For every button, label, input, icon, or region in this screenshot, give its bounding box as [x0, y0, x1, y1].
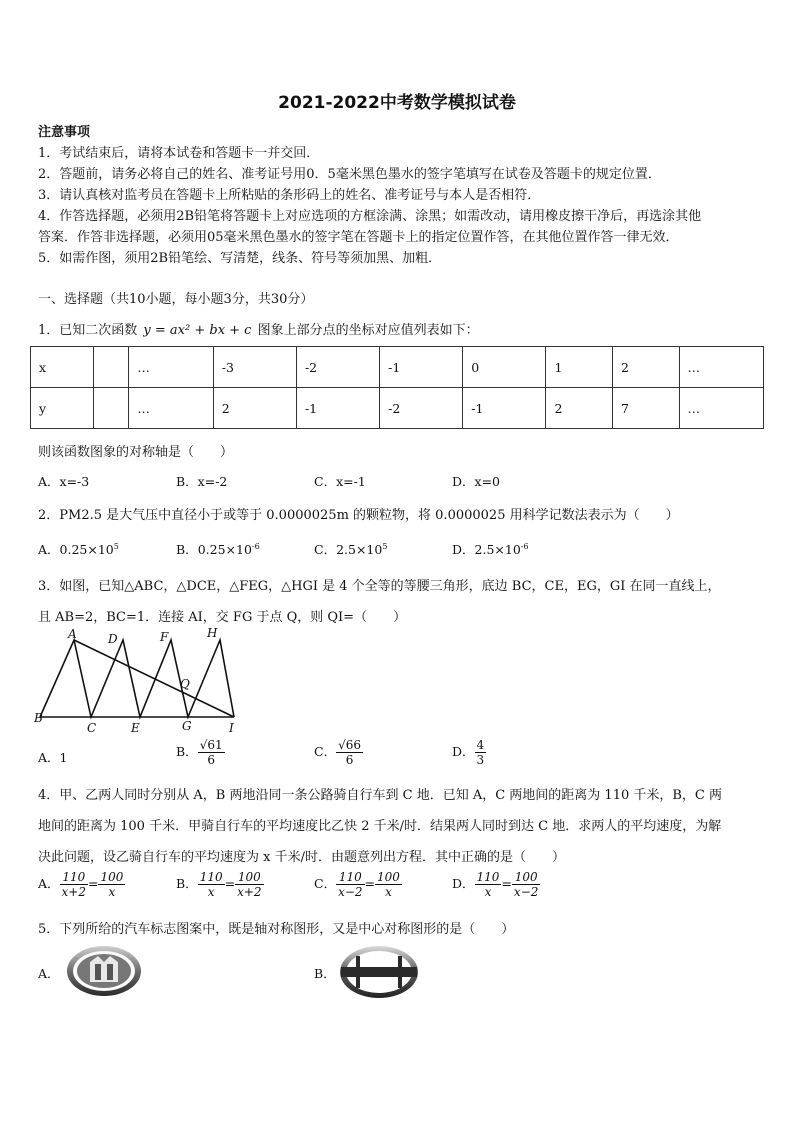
notice-item: 1．考试结束后，请将本试卷和答题卡一并交回． [38, 146, 320, 161]
label-g: G [182, 719, 192, 733]
table-cell: -1 [296, 388, 379, 429]
notice-item: 5．如需作图，须用2B铅笔绘、写清楚，线条、符号等须加黑、加粗． [38, 251, 442, 266]
option-d[interactable]: D．$2.5\times 10^{-6}$ [452, 541, 529, 557]
notice-item: 答案．作答非选择题，必须用05毫米黑色墨水的签字笔在答题卡上的指定位置作答，在其他位置作答一律无效． [38, 230, 679, 245]
question-4-line: 决此问题，设乙骑自行车的平均速度为 x 千米/时．由题意列出方程．其中正确的是（ ） [38, 850, 565, 865]
question-4-line: 4．甲、乙两人同时分别从 A，B 两地沿同一条公路骑自行车到 C 地．已知 A，C 两地间的距离为 110 千米，B，C 两 [38, 788, 722, 803]
table-cell: … [679, 347, 763, 388]
table-cell: -2 [296, 347, 379, 388]
question-4-line: 地间的距离为 100 千米．甲骑自行车的平均速度比乙快 2 千米/时．结果两人同时到达 C 地．求两人的平均速度，为解 [38, 819, 722, 834]
label-q: Q [180, 677, 190, 691]
option-d[interactable]: D． $\frac{110}{x}$ = $\frac{100}{x-2}$ [452, 870, 539, 899]
table-cell: … [129, 388, 213, 429]
notice-item: 2．答题前，请务必将自己的姓名、准考证号用0．5毫米黑色墨水的签字笔填写在试卷及答题卡的规定位置． [38, 167, 661, 182]
option-a[interactable]: A．$0.25\times 10^5$ [38, 541, 119, 557]
table-cell [94, 388, 129, 429]
option-a[interactable]: A． $\frac{110}{x+2}$ = $\frac{100}{x}$ [38, 870, 124, 899]
label-h: H [207, 626, 218, 640]
option-c[interactable]: C．x=-1 [314, 474, 366, 489]
table-cell: -2 [380, 388, 463, 429]
table-cell: -3 [213, 347, 296, 388]
triangle-edges [40, 640, 234, 717]
label-d: D [108, 632, 118, 646]
table-cell: 0 [463, 347, 546, 388]
option-a[interactable]: A．1 [38, 750, 68, 765]
option-d[interactable]: D． $\frac{4}{3}$ [452, 738, 485, 767]
label-e: E [131, 721, 140, 735]
option-c[interactable]: C． $\frac{√66}{6}$ [314, 738, 361, 767]
question-2-stem: 2．PM2.5 是大气压中直径小于或等于 0.0000025m 的颗粒物，将 0.0000025 用科学记数法表示为（ ） [38, 508, 679, 523]
label-a: A [68, 627, 77, 641]
table-cell: … [679, 388, 763, 429]
question-5-stem: 5．下列所给的汽车标志图案中，既是轴对称图形，又是中心对称图形的是（ ） [38, 922, 515, 937]
table-cell [94, 347, 129, 388]
table-row-x [31, 347, 764, 388]
option-a[interactable]: A． [38, 966, 60, 981]
value-table [30, 346, 764, 429]
table-cell: -1 [463, 388, 546, 429]
triangle-figure [34, 624, 244, 738]
option-b[interactable]: B． $\frac{√61}{6}$ [176, 738, 223, 767]
table-cell: x [31, 347, 94, 388]
label-f: F [160, 630, 169, 644]
option-b[interactable]: B． [314, 966, 336, 981]
option-b[interactable]: B． $\frac{110}{x}$ = $\frac{100}{x+2}$ [176, 870, 262, 899]
label-i: I [229, 721, 234, 735]
table-row-y [31, 388, 764, 429]
table-cell: 2 [613, 347, 680, 388]
notice-item: 4．作答选择题，必须用2B铅笔将答题卡上对应选项的方框涂满、涂黑；如需改动，请用橡皮擦干净后，再选涂其他 [38, 209, 702, 224]
question-3-line: 且 AB=2，BC=1．连接 AI，交 FG 于点 Q，则 QI=（ ） [38, 610, 407, 625]
question-1-ask: 则该函数图象的对称轴是（ ） [38, 445, 234, 460]
table-cell: 1 [546, 347, 613, 388]
section-heading: 一、选择题（共10小题，每小题3分，共30分） [38, 292, 314, 307]
option-c[interactable]: C． $\frac{110}{x-2}$ = $\frac{100}{x}$ [314, 870, 400, 899]
notice-heading: 注意事项 [38, 125, 91, 140]
question-3-line: 3．如图，已知△ABC，△DCE，△FEG，△HGI 是 4 个全等的等腰三角形，底边 BC，CE，EG，GI 在同一直线上， [38, 579, 721, 594]
page-title: 2021-2022中考数学模拟试卷 [278, 93, 516, 113]
option-a[interactable]: A．x=-3 [38, 474, 90, 489]
option-b[interactable]: B．x=-2 [176, 474, 228, 489]
option-c[interactable]: C．$2.5\times 10^5$ [314, 541, 388, 557]
option-b[interactable]: B．$0.25\times 10^{-6}$ [176, 541, 260, 557]
question-1-stem: 1．已知二次函数 y = ax² + bx + c 图象上部分点的坐标对应值列表如下： [38, 323, 479, 338]
table-cell: -1 [380, 347, 463, 388]
label-c: C [87, 721, 97, 735]
table-cell: 2 [546, 388, 613, 429]
table-cell: 7 [613, 388, 680, 429]
line-ai [74, 640, 234, 717]
option-d[interactable]: D．x=0 [452, 474, 500, 489]
table-cell: y [31, 388, 94, 429]
table-cell: 2 [213, 388, 296, 429]
notice-item: 3．请认真核对监考员在答题卡上所粘贴的条形码上的姓名、准考证号与本人是否相符． [38, 188, 541, 203]
great-wall-logo-icon [64, 944, 144, 1000]
label-b: B [34, 711, 43, 725]
hafei-logo-icon [338, 944, 420, 1000]
quadratic-formula: y = ax² + bx + c [143, 323, 252, 338]
table-cell: … [129, 347, 213, 388]
